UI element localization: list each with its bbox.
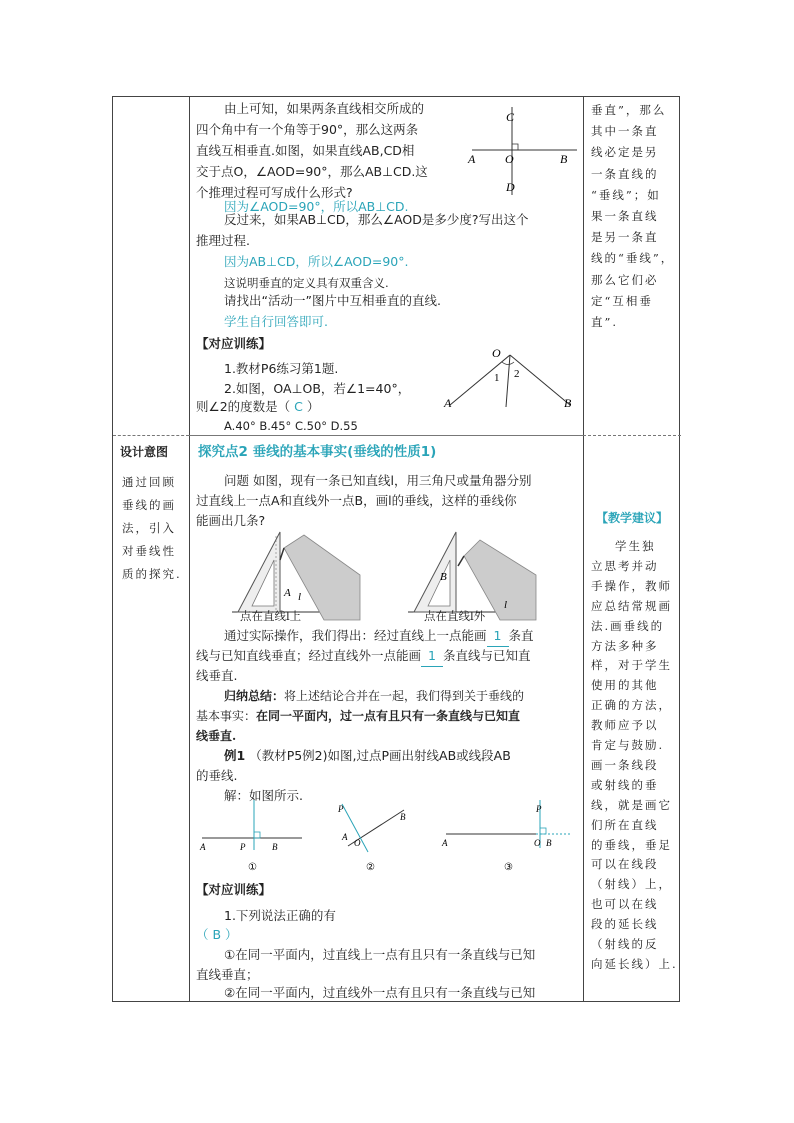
figC-number: ③ bbox=[504, 862, 513, 873]
illus1-label-A: A bbox=[284, 587, 291, 599]
perpendicular-figure bbox=[462, 105, 582, 200]
s1-line-7: 推理过程. bbox=[196, 233, 250, 248]
s1-answer-1: 因为∠AOD=90°，所以AB⊥CD. bbox=[224, 199, 409, 214]
s2-train-1: 1.下列说法正确的有 bbox=[224, 908, 336, 923]
s1-line-1: 由上可知，如果两条直线相交所成的 bbox=[224, 101, 425, 116]
s1-line-8: 请找出“活动一”图片中互相垂直的直线. bbox=[224, 293, 441, 308]
s2-summary-2 bbox=[196, 706, 520, 726]
s1-line-5: 个推理过程可写成什么形式? bbox=[196, 185, 353, 200]
side-note-1-line: “垂线”；如 bbox=[591, 187, 661, 202]
fig1-label-A: A bbox=[468, 152, 476, 166]
s1-train-2b-pre: 则∠2的度数是（ bbox=[196, 399, 291, 414]
side-note-1-line: 垂直”，那么 bbox=[591, 103, 667, 117]
teaching-tips-line: 立思考并动 bbox=[591, 558, 659, 573]
teaching-tips-line: 可以在线段 bbox=[591, 857, 659, 872]
angle-figure bbox=[440, 345, 580, 410]
row-divider-right bbox=[583, 435, 681, 436]
example-figure-1 bbox=[198, 800, 308, 872]
s1-train-2b-answer: C bbox=[294, 399, 303, 414]
side-note-1-line: 那么它们必 bbox=[591, 272, 659, 287]
fig2-label-1: 1 bbox=[494, 372, 500, 384]
s1-line-4: 交于点O，∠AOD=90°，那么AB⊥CD.这 bbox=[196, 164, 428, 179]
s2-train-title: 【对应训练】 bbox=[196, 882, 272, 897]
s2-result-2-post: 条直线与已知直 bbox=[443, 648, 531, 663]
row-divider-left bbox=[113, 435, 189, 436]
s2-option-2: ②在同一平面内，过直线外一点有且只有一条直线与已知 bbox=[224, 985, 536, 1000]
teaching-tips-line: 样，对于学生 bbox=[591, 658, 672, 673]
design-intent-line: 法，引入 bbox=[122, 521, 176, 535]
illus2-label-B: B bbox=[440, 571, 447, 583]
figB-number: ② bbox=[366, 862, 375, 873]
s2-train-1-answer: （ B ） bbox=[196, 927, 238, 942]
s2-summary-fact-label: 基本事实： bbox=[196, 709, 257, 723]
illus1-label-l: l bbox=[298, 591, 302, 603]
side-note-1-line: 果一条直线 bbox=[591, 209, 659, 223]
figC-label-A: A bbox=[442, 838, 448, 848]
s2-example-1 bbox=[224, 746, 511, 766]
example-figure-3 bbox=[440, 800, 575, 872]
side-note-1-line: 定“互相垂 bbox=[591, 293, 653, 308]
teaching-tips-line: 段的延长线 bbox=[591, 917, 659, 932]
s1-note: 这说明垂直的定义具有双重含义. bbox=[224, 276, 389, 290]
s1-train-2c: A.40° B.45° C.50° D.55 bbox=[224, 419, 358, 433]
teaching-tips-line: 向延长线）上. bbox=[591, 956, 678, 971]
s1-train-2b bbox=[196, 397, 319, 417]
side-note-1-line: 是另一条直 bbox=[591, 230, 659, 245]
s2-q-2: 过直线上一点A和直线外一点B，画l的垂线，这样的垂线你 bbox=[196, 493, 517, 508]
s2-blank-2: 1 bbox=[421, 646, 443, 667]
teaching-tips-line: 方法多种多 bbox=[591, 638, 659, 653]
teaching-tips-header: 【教学建议】 bbox=[596, 511, 669, 525]
teaching-tips-line: （射线）上， bbox=[591, 877, 672, 892]
s2-summary-1 bbox=[224, 686, 524, 706]
s1-line-6: 反过来，如果AB⊥CD，那么∠AOD是多少度?写出这个 bbox=[224, 212, 529, 227]
column-divider-right bbox=[583, 97, 584, 1001]
design-intent-line: 通过回顾 bbox=[122, 475, 176, 489]
teaching-tips-line: 的垂线，垂足 bbox=[591, 837, 672, 852]
column-divider-left bbox=[189, 97, 190, 1001]
teaching-tips-line: 使用的其他 bbox=[591, 678, 659, 693]
s1-train-1: 1.教材P6练习第1题. bbox=[224, 361, 339, 376]
s2-summary-3: 线垂直. bbox=[196, 729, 237, 743]
s2-solution: 解：如图所示. bbox=[224, 788, 303, 803]
s2-result-2-pre: 线与已知直线垂直；经过直线外一点能画 bbox=[196, 648, 422, 663]
s2-example-text: （教材P5例2)如图,过点P画出射线AB或线段AB bbox=[249, 748, 511, 763]
s1-line-3: 直线互相垂直.如图，如果直线AB,CD相 bbox=[196, 143, 415, 158]
s1-train-2a: 2.如图，OA⊥OB，若∠1=40°， bbox=[224, 381, 411, 396]
teaching-tips-line: 们所在直线 bbox=[591, 817, 659, 832]
s1-answer-3: 学生自行回答即可. bbox=[224, 314, 328, 329]
teaching-tips-line: 手操作，教师 bbox=[591, 578, 672, 593]
side-note-1-line: 线必定是另 bbox=[591, 145, 659, 160]
figC-label-P: P bbox=[536, 804, 542, 814]
caption-on-line: 点在直线l上 bbox=[240, 609, 302, 623]
design-intent-line: 对垂线性 bbox=[122, 544, 176, 558]
s1-train-2b-post: ） bbox=[306, 399, 320, 414]
s2-summary-text: 将上述结论合并在一起，我们得到关于垂线的 bbox=[284, 689, 525, 703]
side-note-1-line: 线的“垂线”， bbox=[591, 251, 675, 266]
teaching-tips-line: （射线的反 bbox=[591, 937, 659, 951]
s2-option-1b: 直线垂直； bbox=[196, 967, 259, 982]
teaching-tips-line: 画一条线段 bbox=[591, 757, 659, 772]
fig1-label-C: C bbox=[506, 110, 515, 124]
s2-result-3: 线垂直. bbox=[196, 668, 238, 683]
caption-off-line: 点在直线l外 bbox=[424, 609, 486, 623]
design-intent-header: 设计意图 bbox=[120, 445, 169, 459]
teaching-tips-line: 线，就是画它 bbox=[591, 797, 672, 812]
figB-label-A: A bbox=[342, 832, 348, 842]
figC-label-B: B bbox=[546, 838, 552, 848]
side-note-1-line: 直”. bbox=[591, 315, 619, 329]
s2-result-1-pre: 通过实际操作，我们得出：经过直线上一点能画 bbox=[224, 628, 487, 643]
figB-label-O: O bbox=[354, 838, 361, 848]
side-note-1-line: 其中一条直 bbox=[591, 124, 659, 139]
teaching-tips-line: 法.画垂线的 bbox=[591, 618, 665, 633]
s2-summary-fact: 在同一平面内，过一点有且只有一条直线与已知直 bbox=[256, 709, 521, 723]
s1-line-2: 四个角中有一个角等于90°，那么这两条 bbox=[196, 122, 419, 137]
fig2-label-2: 2 bbox=[514, 368, 520, 380]
section2-title: 探究点2 垂线的基本事实(垂线的性质1) bbox=[198, 444, 437, 460]
s2-result-1 bbox=[224, 626, 534, 647]
fig1-label-D: D bbox=[506, 180, 515, 194]
s1-train-title: 【对应训练】 bbox=[196, 336, 272, 351]
figC-label-O: O bbox=[534, 838, 541, 848]
teaching-tips-line: 肯定与鼓励. bbox=[591, 738, 665, 752]
design-intent-line: 垂线的画 bbox=[122, 498, 176, 512]
fig1-label-B: B bbox=[560, 152, 568, 166]
figB-label-P: P bbox=[338, 804, 344, 814]
fig2-label-B: B bbox=[564, 396, 572, 410]
example-figure-2 bbox=[334, 800, 414, 872]
figA-label-B: B bbox=[272, 842, 278, 852]
figA-label-P: P bbox=[240, 842, 246, 852]
side-note-1-line: 一条直线的 bbox=[591, 166, 659, 181]
teaching-tips-line: 也可以在线 bbox=[591, 897, 659, 912]
figB-label-B: B bbox=[400, 812, 406, 822]
s2-summary-label: 归纳总结： bbox=[224, 689, 285, 703]
illus2-label-l: l bbox=[504, 599, 508, 611]
teaching-tips-line: 或射线的垂 bbox=[591, 777, 659, 792]
figA-number: ① bbox=[248, 862, 257, 873]
fig2-label-A: A bbox=[444, 396, 452, 410]
s2-example-2: 的垂线. bbox=[196, 768, 238, 783]
s1-answer-2: 因为AB⊥CD，所以∠AOD=90°. bbox=[224, 254, 409, 269]
s2-q-1: 问题 如图，现有一条已知直线l，用三角尺或量角器分别 bbox=[224, 473, 532, 488]
s2-example-label: 例1 bbox=[224, 748, 246, 763]
teaching-tips-line: 学生独 bbox=[615, 539, 656, 553]
s2-blank-1: 1 bbox=[487, 626, 509, 647]
s2-q-3: 能画出几条? bbox=[196, 513, 266, 528]
fig1-label-O: O bbox=[505, 152, 514, 166]
s2-result-2 bbox=[196, 646, 531, 667]
teaching-tips-line: 教师应予以 bbox=[591, 718, 659, 733]
s2-result-1-post: 条直 bbox=[508, 628, 534, 643]
figA-label-A: A bbox=[200, 842, 206, 852]
teaching-tips-line: 正确的方法， bbox=[591, 698, 672, 713]
fig2-label-O: O bbox=[492, 346, 501, 360]
design-intent-line: 质的探究. bbox=[122, 567, 182, 581]
s2-option-1a: ①在同一平面内，过直线上一点有且只有一条直线与已知 bbox=[224, 947, 536, 962]
teaching-tips-line: 应总结常规画 bbox=[591, 598, 672, 613]
